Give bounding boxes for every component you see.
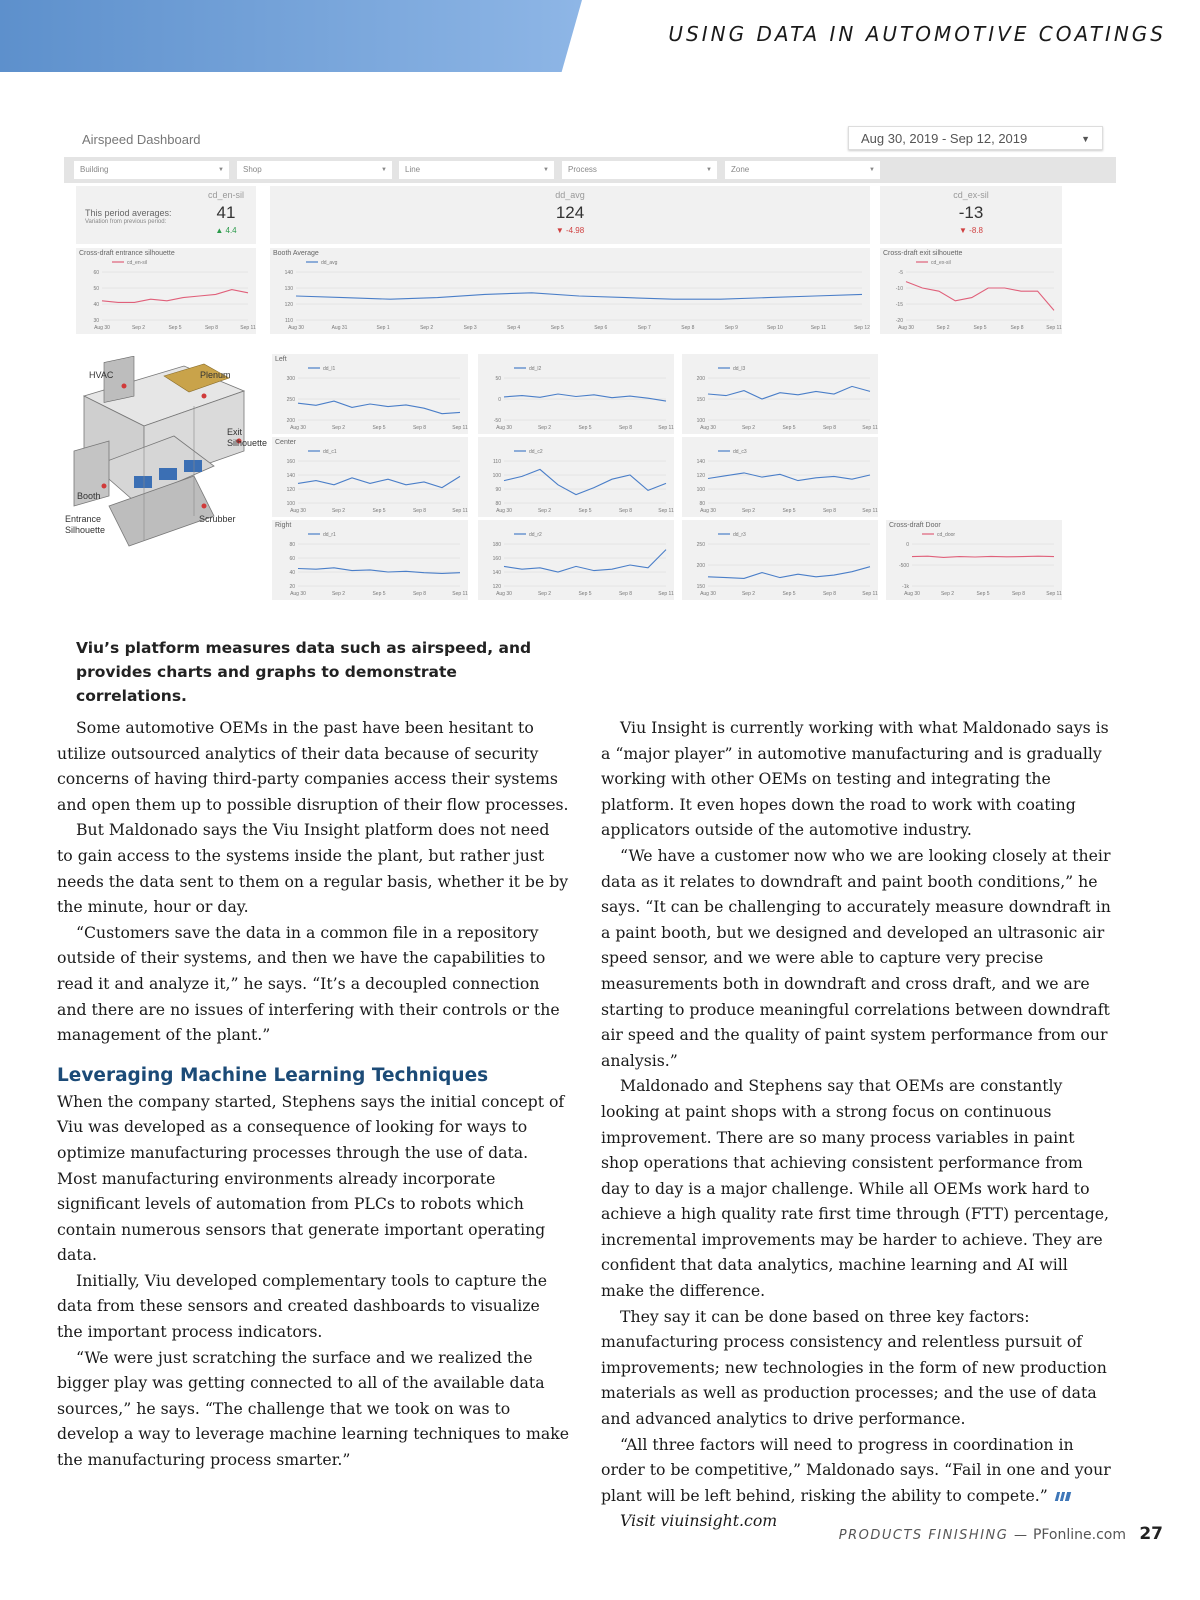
- y-tick-label: 160: [492, 556, 501, 562]
- label-hvac: HVAC: [89, 370, 114, 380]
- footer-publication: PRODUCTS FINISHING —: [838, 1528, 1029, 1543]
- y-tick-label: 80: [495, 501, 501, 507]
- label-scrubber: Scrubber: [199, 514, 236, 524]
- row-label-right: Right: [275, 522, 292, 529]
- row-label-left: Left: [275, 356, 287, 363]
- chart-left-3: [682, 354, 878, 434]
- x-tick-label: Aug 30: [700, 425, 716, 431]
- chevron-down-icon: ▼: [543, 167, 549, 173]
- date-range-text: Aug 30, 2019 - Sep 12, 2019: [861, 131, 1028, 146]
- y-tick-label: 30: [93, 318, 99, 324]
- y-tick-label: -500: [898, 563, 909, 569]
- y-tick-label: 100: [492, 473, 501, 479]
- paragraph: But Maldonado says the Viu Insight platform does not need to gain access to the systems inside the plant, but rather just needs the data sent to them on a regular basis, whether it be by the minute, hour or day.: [57, 820, 569, 917]
- x-tick-label: Sep 11: [658, 425, 674, 431]
- y-tick-label: 20: [289, 584, 295, 590]
- x-tick-label: Sep 2: [131, 325, 146, 331]
- chart-title: Cross-draft exit silhouette: [883, 250, 963, 257]
- chart-left-1: [272, 354, 468, 434]
- chart-panel-exit: [880, 248, 1062, 334]
- y-tick-label: 0: [906, 542, 909, 548]
- filter-building[interactable]: [74, 161, 229, 179]
- paragraph: “Customers save the data in a common file in a repository outside of their systems, and then we have the capabilities to read it and analyze it,” he says. “It’s a decoupled connection and there are no issues of interfering with their controls or the management of the plant.”: [57, 922, 560, 1045]
- section-title: USING DATA IN AUTOMOTIVE COATINGS: [668, 22, 1166, 46]
- y-tick-label: -10: [895, 286, 903, 292]
- series-line: [296, 293, 862, 299]
- x-tick-label: Sep 2: [940, 591, 955, 597]
- figure-caption: Viu’s platform measures data such as airspeed, and provides charts and graphs to demonstrate correlations.: [76, 639, 532, 705]
- x-tick-label: Aug 30: [496, 591, 512, 597]
- x-tick-label: Sep 2: [537, 425, 552, 431]
- x-tick-label: Sep 11: [1046, 591, 1062, 597]
- chart-right-2: [478, 520, 674, 600]
- x-tick-label: Sep 5: [550, 325, 564, 331]
- row-label-center: Center: [275, 439, 297, 446]
- legend-label: cd_ex-sil: [931, 260, 951, 266]
- paragraph: Some automotive OEMs in the past have been hesitant to utilize outsourced analytics of their data because of security concerns of having third-party companies access their systems and open them up to possible disruption of their flow processes.: [57, 718, 569, 814]
- y-tick-label: 140: [286, 473, 295, 479]
- x-tick-label: Sep 2: [741, 591, 756, 597]
- x-tick-label: Aug 30: [496, 508, 512, 514]
- chevron-down-icon: ▼: [1081, 134, 1090, 144]
- page-number: 27: [1139, 1524, 1163, 1544]
- chart-exit: [880, 248, 1062, 334]
- series-line: [504, 394, 666, 401]
- y-tick-label: 140: [284, 270, 293, 276]
- filter-process[interactable]: [562, 161, 717, 179]
- y-tick-label: 100: [286, 501, 295, 507]
- y-tick-label: 100: [696, 418, 705, 424]
- x-tick-label: Sep 11: [862, 591, 878, 597]
- chevron-down-icon: ▼: [218, 167, 224, 173]
- x-tick-label: Aug 30: [290, 591, 306, 597]
- series-line: [298, 476, 460, 487]
- x-tick-label: Sep 11: [810, 325, 827, 331]
- y-tick-label: 150: [696, 584, 705, 590]
- y-tick-label: 300: [286, 376, 295, 382]
- chart-center-3: [682, 437, 878, 517]
- chart-panel-right-1: [272, 520, 468, 600]
- chart-panel-door: [886, 520, 1062, 600]
- dashboard-title: Airspeed Dashboard: [82, 132, 201, 147]
- chart-panel-left-3: [682, 354, 878, 434]
- x-tick-label: Sep 5: [973, 325, 987, 331]
- x-tick-label: Sep 11: [658, 591, 674, 597]
- x-tick-label: Sep 5: [782, 508, 796, 514]
- x-tick-label: Sep 1: [376, 325, 390, 331]
- x-tick-label: Sep 5: [372, 508, 386, 514]
- x-tick-label: Sep 8: [822, 591, 837, 597]
- x-tick-label: Sep 12: [854, 325, 870, 331]
- visit-link[interactable]: Visit viuinsight.com: [620, 1511, 778, 1531]
- legend-label: dd_c1: [323, 449, 337, 455]
- stat-panel-entrance: [76, 186, 256, 244]
- x-tick-label: Sep 2: [331, 425, 346, 431]
- series-line: [906, 282, 1054, 311]
- x-tick-label: Sep 5: [578, 508, 592, 514]
- section-heading: Leveraging Machine Learning Techniques: [57, 1064, 489, 1086]
- legend-label: dd_l3: [733, 366, 746, 372]
- series-line: [708, 386, 870, 399]
- chart-panel-right-2: [478, 520, 674, 600]
- x-tick-label: Sep 11: [658, 508, 674, 514]
- x-tick-label: Sep 2: [741, 425, 756, 431]
- x-tick-label: Sep 2: [331, 591, 346, 597]
- x-tick-label: Sep 2: [936, 325, 950, 331]
- y-tick-label: 140: [492, 570, 501, 576]
- legend-label: cd_en-sil: [127, 260, 148, 266]
- metric-name: dd_avg: [555, 190, 585, 200]
- x-tick-label: Sep 2: [741, 508, 756, 514]
- legend-label: dd_c3: [733, 449, 747, 455]
- x-tick-label: Sep 8: [618, 425, 633, 431]
- x-tick-label: Sep 5: [782, 425, 796, 431]
- summary-sublabel: Variation from previous period:: [85, 219, 167, 225]
- chart-panel-center-1: [272, 437, 468, 517]
- series-line: [298, 568, 460, 574]
- x-tick-label: Sep 8: [618, 508, 633, 514]
- summary-label: This period averages:: [85, 208, 172, 218]
- paragraph: “We were just scratching the surface and we realized the bigger play was getting connected to all of the available data sources,” he says. “The challenge that we took on was to develop a way to leverage machine learning techniques to make the manufacturing process smarter.”: [57, 1347, 570, 1470]
- x-tick-label: Aug 30: [898, 325, 914, 331]
- y-tick-label: 120: [286, 487, 295, 493]
- y-tick-label: 180: [492, 542, 501, 548]
- y-tick-label: 40: [289, 570, 295, 576]
- label-booth: Booth: [77, 491, 101, 501]
- metric-value: -13: [958, 203, 984, 222]
- x-tick-label: Aug 30: [290, 425, 306, 431]
- article-column-right: [601, 715, 1113, 1534]
- x-tick-label: Sep 5: [782, 591, 796, 597]
- x-tick-label: Sep 11: [1046, 325, 1062, 331]
- x-tick-label: Sep 8: [412, 508, 427, 514]
- footer-site: PFonline.com: [1032, 1527, 1126, 1543]
- x-tick-label: Aug 30: [904, 591, 920, 597]
- x-tick-label: Sep 2: [537, 508, 552, 514]
- y-tick-label: -20: [895, 318, 903, 324]
- chart-panel-center-2: [478, 437, 674, 517]
- y-tick-label: 120: [492, 584, 501, 590]
- x-tick-label: Sep 5: [372, 425, 386, 431]
- article-column-left: [57, 715, 569, 1473]
- y-tick-label: 60: [93, 270, 99, 276]
- filter-line[interactable]: [399, 161, 554, 179]
- chart-panel-booth-average: [270, 248, 870, 334]
- x-tick-label: Sep 8: [204, 325, 219, 331]
- y-tick-label: 50: [93, 286, 99, 292]
- x-tick-label: Sep 5: [578, 591, 592, 597]
- filter-zone[interactable]: [725, 161, 880, 179]
- x-tick-label: Sep 8: [412, 591, 427, 597]
- y-tick-label: 150: [696, 397, 705, 403]
- x-tick-label: Sep 8: [822, 508, 837, 514]
- y-tick-label: 80: [289, 542, 295, 548]
- chart-left-2: [478, 354, 674, 434]
- y-tick-label: 120: [284, 302, 293, 308]
- metric-name: cd_en-sil: [207, 190, 245, 200]
- dashboard-figure: [64, 124, 1116, 624]
- x-tick-label: Sep 4: [507, 325, 521, 331]
- x-tick-label: Sep 11: [452, 425, 468, 431]
- series-line: [504, 469, 666, 494]
- filter-shop[interactable]: [237, 161, 392, 179]
- y-tick-label: -50: [493, 418, 501, 424]
- x-tick-label: Sep 11: [452, 591, 468, 597]
- x-tick-label: Sep 5: [578, 425, 592, 431]
- x-tick-label: Sep 11: [862, 425, 878, 431]
- series-line: [708, 473, 870, 481]
- filter-bar: [64, 157, 1116, 183]
- series-line: [298, 401, 460, 414]
- y-tick-label: -15: [895, 302, 903, 308]
- y-tick-label: 50: [495, 376, 501, 382]
- legend-label: dd_r1: [323, 532, 336, 538]
- paragraph: When the company started, Stephens says the initial concept of Viu was developed as a consequence of looking for ways to optimize manufacturing processes through the use of data. Most manufacturing environments already incorporate significant levels of automation from PLCs to robots which contain numerous sensors that generate important operating data.: [57, 1091, 565, 1265]
- x-tick-label: Aug 30: [496, 425, 512, 431]
- metric-delta: ▲ 4.4: [215, 226, 237, 235]
- x-tick-label: Sep 8: [681, 325, 695, 331]
- x-tick-label: Sep 8: [1011, 591, 1026, 597]
- x-tick-label: Sep 3: [463, 325, 477, 331]
- legend-label: dd_avg: [321, 260, 338, 266]
- x-tick-label: Sep 8: [1010, 325, 1024, 331]
- chart-panel-entrance: [76, 248, 256, 334]
- chart-title: Cross-draft Door: [889, 522, 941, 529]
- header-tab: [0, 0, 582, 72]
- x-tick-label: Aug 30: [288, 325, 304, 331]
- legend-label: dd_l1: [323, 366, 336, 372]
- x-tick-label: Sep 5: [168, 325, 182, 331]
- y-tick-label: 250: [696, 542, 705, 548]
- x-tick-label: Sep 9: [724, 325, 738, 331]
- y-tick-label: 60: [289, 556, 295, 562]
- metric-value: 124: [555, 203, 585, 222]
- filter-label: Line: [405, 165, 421, 174]
- legend-label: dd_l2: [529, 366, 542, 372]
- x-tick-label: Sep 11: [862, 508, 878, 514]
- filter-label: Process: [568, 165, 597, 174]
- metric-value: 41: [216, 203, 236, 222]
- x-tick-label: Aug 30: [290, 508, 306, 514]
- y-tick-label: 200: [286, 418, 295, 424]
- y-tick-label: 110: [493, 459, 501, 465]
- label-plenum: Plenum: [200, 370, 231, 380]
- series-line: [708, 567, 870, 579]
- y-tick-label: 0: [498, 397, 501, 403]
- x-tick-label: Sep 2: [331, 508, 346, 514]
- series-line: [912, 556, 1054, 557]
- paragraph: Viu Insight is currently working with what Maldonado says is a “major player” in automotive manufacturing and is gradually working with other OEMs on testing and integrating the platform. It even hopes down the road to work with coating applicators outside of the automotive industry.: [601, 718, 1109, 840]
- y-tick-label: 200: [696, 563, 705, 569]
- y-tick-label: 80: [699, 501, 705, 507]
- filter-label: Zone: [731, 165, 750, 174]
- x-tick-label: Sep 10: [766, 325, 783, 331]
- chart-center-1: [272, 437, 468, 517]
- x-tick-label: Sep 5: [372, 591, 386, 597]
- x-tick-label: Sep 2: [537, 591, 552, 597]
- stat-panel-avg: [270, 186, 870, 244]
- chart-center-2: [478, 437, 674, 517]
- x-tick-label: Sep 7: [637, 325, 651, 331]
- date-range-select[interactable]: [848, 126, 1103, 150]
- legend-label: dd_r2: [529, 532, 542, 538]
- chevron-down-icon: ▼: [381, 167, 387, 173]
- stat-panel-exit: [880, 186, 1062, 244]
- chart-panel-right-3: [682, 520, 878, 600]
- x-tick-label: Sep 8: [412, 425, 427, 431]
- x-tick-label: Aug 30: [700, 591, 716, 597]
- chart-entrance: [76, 248, 256, 334]
- y-tick-label: 90: [495, 487, 501, 493]
- chart-panel-left-2: [478, 354, 674, 434]
- booth-diagram: [64, 356, 274, 566]
- x-tick-label: Sep 2: [420, 325, 434, 331]
- chart-panel-left-1: [272, 354, 468, 434]
- paragraph: “We have a customer now who we are looking closely at their data as it relates to downdraft and paint booth conditions,” he says. “It can be challenging to accurately measure downdraft in a paint booth, but we designed and developed an ultrasonic air speed sensor, and we were able to capture very precise measurements both in downdraft and cross draft, and we are starting to produce meaningful correlations between downdraft air speed and the quality of paint system performance from our analysis.”: [601, 845, 1111, 1070]
- series-line: [504, 550, 666, 572]
- legend-label: dd_r3: [733, 532, 746, 538]
- metric-name: cd_ex-sil: [953, 190, 989, 200]
- y-tick-label: 100: [696, 487, 705, 493]
- y-tick-label: 200: [696, 376, 705, 382]
- metric-delta: ▼ -4.98: [555, 226, 585, 235]
- y-tick-label: 110: [285, 318, 293, 324]
- paragraph-final: [601, 1432, 1113, 1509]
- x-tick-label: Sep 5: [976, 591, 990, 597]
- y-tick-label: 120: [696, 473, 705, 479]
- label-entrance: Entrance: [65, 514, 102, 524]
- chart-right-3: [682, 520, 878, 600]
- footer: [839, 1527, 1126, 1543]
- label-exit-silhouette: Silhouette: [227, 438, 268, 448]
- x-tick-label: Sep 11: [240, 325, 256, 331]
- chevron-down-icon: ▼: [706, 167, 712, 173]
- x-tick-label: Sep 8: [618, 591, 633, 597]
- chart-panel-center-3: [682, 437, 878, 517]
- label-entrance-silhouette: Silhouette: [65, 525, 106, 535]
- paragraph: Maldonado and Stephens say that OEMs are constantly looking at paint shops with a strong focus on continuous improvement. There are so many process variables in paint shop operations that achieving consistent performance from day to day is a major challenge. While all OEMs work hard to achieve a high quality rate first time through (FTT) percentage, incremental improvements may be harder to achieve. They are confident that data analytics, machine learning and AI will make the difference.: [601, 1076, 1110, 1301]
- chart-booth-average: [270, 248, 870, 334]
- legend-label: cd_door: [937, 532, 956, 538]
- x-tick-label: Sep 11: [452, 508, 468, 514]
- filter-label: Building: [80, 165, 109, 174]
- x-tick-label: Sep 6: [594, 325, 608, 331]
- end-mark-icon: [1055, 1492, 1071, 1501]
- y-tick-label: 130: [284, 286, 293, 292]
- chevron-down-icon: ▼: [869, 167, 875, 173]
- legend-label: dd_c2: [529, 449, 543, 455]
- y-tick-label: 160: [286, 459, 295, 465]
- paragraph: Initially, Viu developed complementary tools to capture the data from these sensors and created dashboards to visualize the important process indicators.: [57, 1270, 547, 1342]
- label-exit: Exit: [227, 427, 243, 437]
- x-tick-label: Aug 30: [700, 508, 716, 514]
- chart-door: [886, 520, 1062, 600]
- x-tick-label: Sep 8: [822, 425, 837, 431]
- x-tick-label: Aug 30: [94, 325, 110, 331]
- chart-title: Booth Average: [273, 250, 319, 257]
- series-line: [102, 290, 248, 303]
- y-tick-label: 250: [286, 397, 295, 403]
- metric-delta: ▼ -8.8: [959, 226, 983, 235]
- x-tick-label: Aug 31: [331, 325, 348, 331]
- y-tick-label: 40: [93, 302, 99, 308]
- filter-label: Shop: [243, 165, 262, 174]
- paragraph: They say it can be done based on three key factors: manufacturing process consistency and relentless pursuit of improvements; new technologies in the form of new production materials as well as production processes; and the use of data and advanced analytics to drive performance.: [601, 1306, 1107, 1429]
- chart-right-1: [272, 520, 468, 600]
- y-tick-label: -5: [898, 270, 903, 276]
- chart-title: Cross-draft entrance silhouette: [79, 250, 175, 257]
- y-tick-label: -1k: [902, 584, 909, 590]
- y-tick-label: 140: [696, 459, 705, 465]
- paragraph-text: “All three factors will need to progress in coordination in order to be competitive,” Maldonado says. “Fail in one and your plant will be left behind, risking the ability to compete.”: [601, 1434, 1111, 1505]
